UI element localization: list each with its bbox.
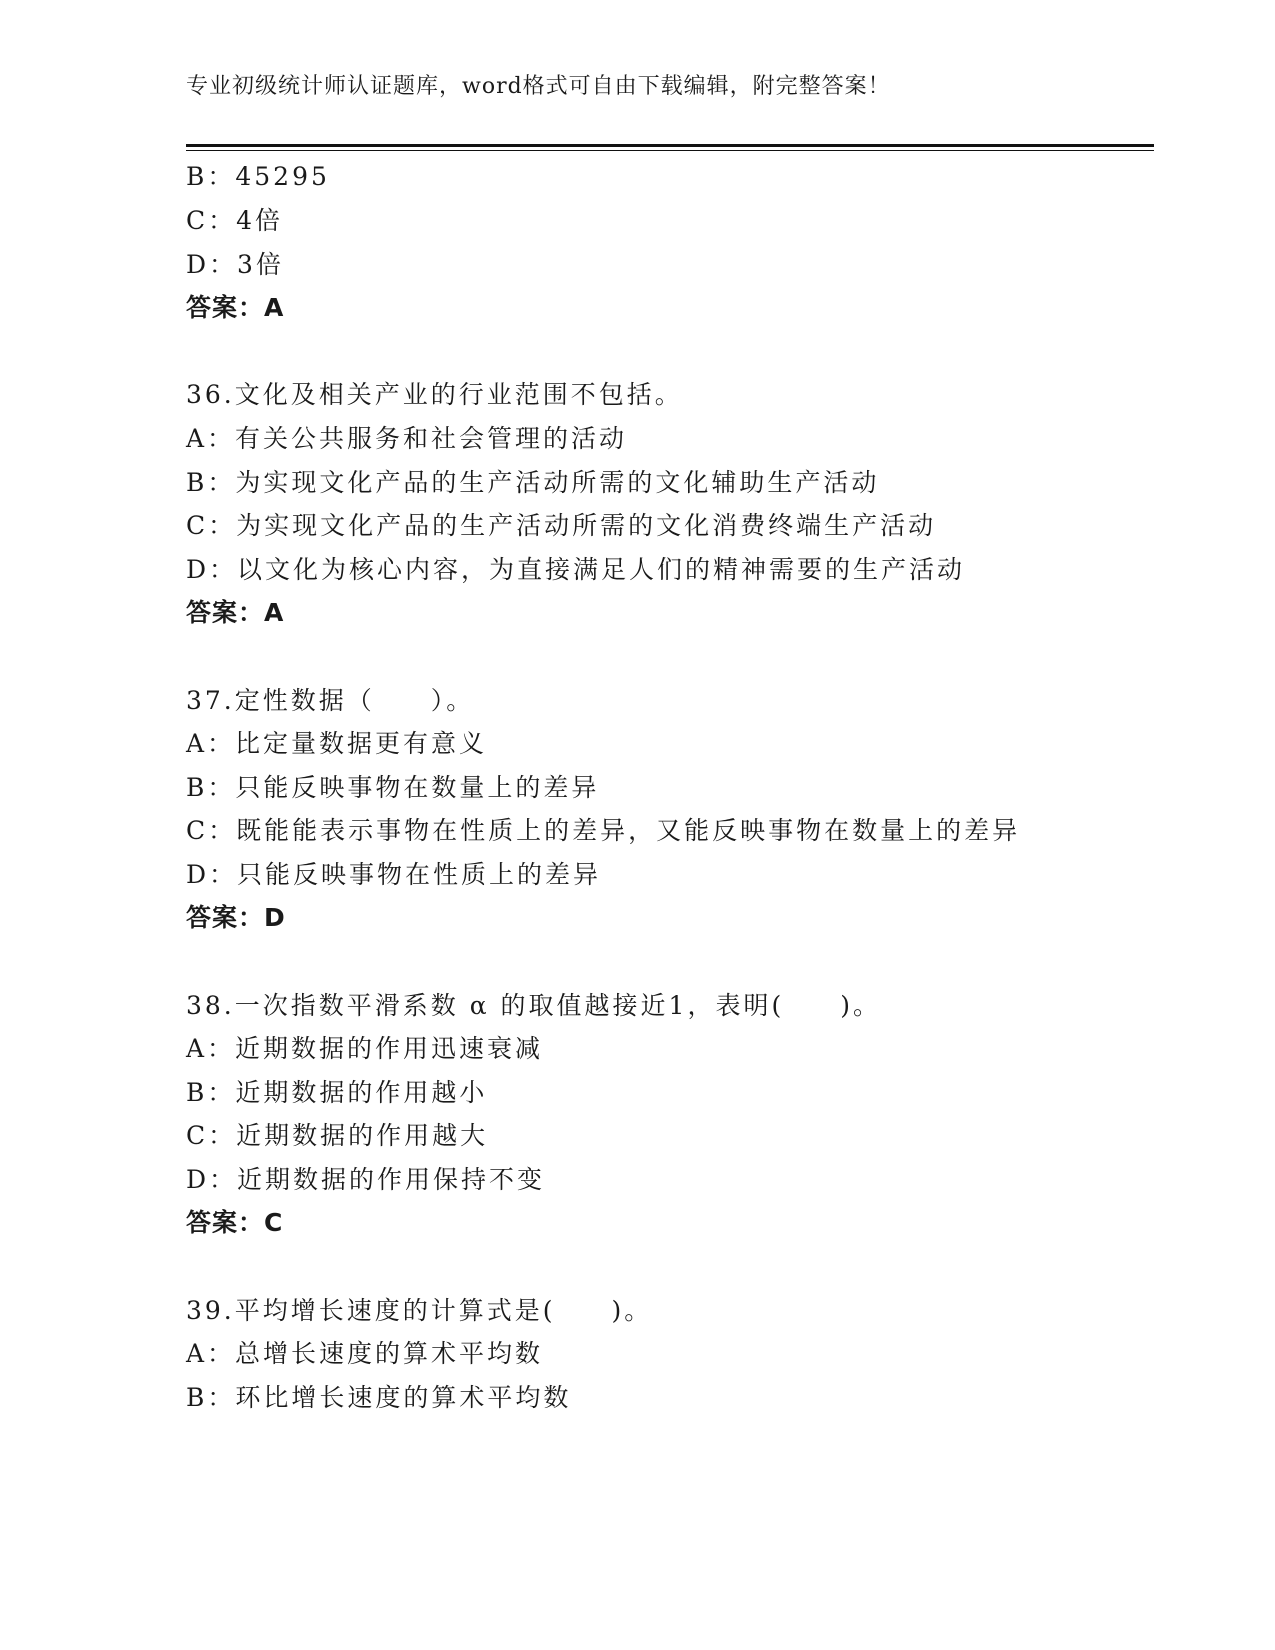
option-c: C：近期数据的作用越大 [186, 1121, 489, 1150]
option-c: C：为实现文化产品的生产活动所需的文化消费终端生产活动 [186, 511, 937, 540]
option-c: C：4倍 [186, 206, 284, 235]
option-b: B：环比增长速度的算术平均数 [186, 1383, 572, 1412]
option-b: B：只能反映事物在数量上的差异 [186, 773, 600, 802]
option-a: A：有关公共服务和社会管理的活动 [186, 424, 628, 453]
question-38-stem: 38.一次指数平滑系数 α 的取值越接近1，表明( )。 [186, 991, 881, 1020]
option-a: A：比定量数据更有意义 [186, 729, 488, 758]
answer-35: 答案：A [186, 293, 285, 322]
answer-38: 答案：C [186, 1208, 284, 1237]
option-b: B：45295 [186, 162, 330, 191]
option-a: A：近期数据的作用迅速衰减 [186, 1034, 544, 1063]
question-39-stem: 39.平均增长速度的计算式是( )。 [186, 1296, 653, 1325]
option-d: D：3倍 [186, 250, 284, 279]
option-a: A：总增长速度的算术平均数 [186, 1339, 544, 1368]
option-d: D：近期数据的作用保持不变 [186, 1165, 546, 1194]
answer-37: 答案：D [186, 903, 286, 932]
option-d: D：以文化为核心内容，为直接满足人们的精神需要的生产活动 [186, 555, 966, 584]
option-b: B：近期数据的作用越小 [186, 1078, 488, 1107]
page-header: 专业初级统计师认证题库，word格式可自由下载编辑，附完整答案！ [186, 74, 891, 99]
option-c: C：既能能表示事物在性质上的差异，又能反映事物在数量上的差异 [186, 816, 1021, 845]
header-rule-thin [186, 150, 1154, 151]
question-36-stem: 36.文化及相关产业的行业范围不包括。 [186, 380, 683, 409]
answer-36: 答案：A [186, 598, 285, 627]
question-37-stem: 37.定性数据（ ）。 [186, 686, 475, 715]
option-d: D：只能反映事物在性质上的差异 [186, 860, 602, 889]
option-b: B：为实现文化产品的生产活动所需的文化辅助生产活动 [186, 468, 880, 497]
header-rule-thick [186, 144, 1154, 147]
